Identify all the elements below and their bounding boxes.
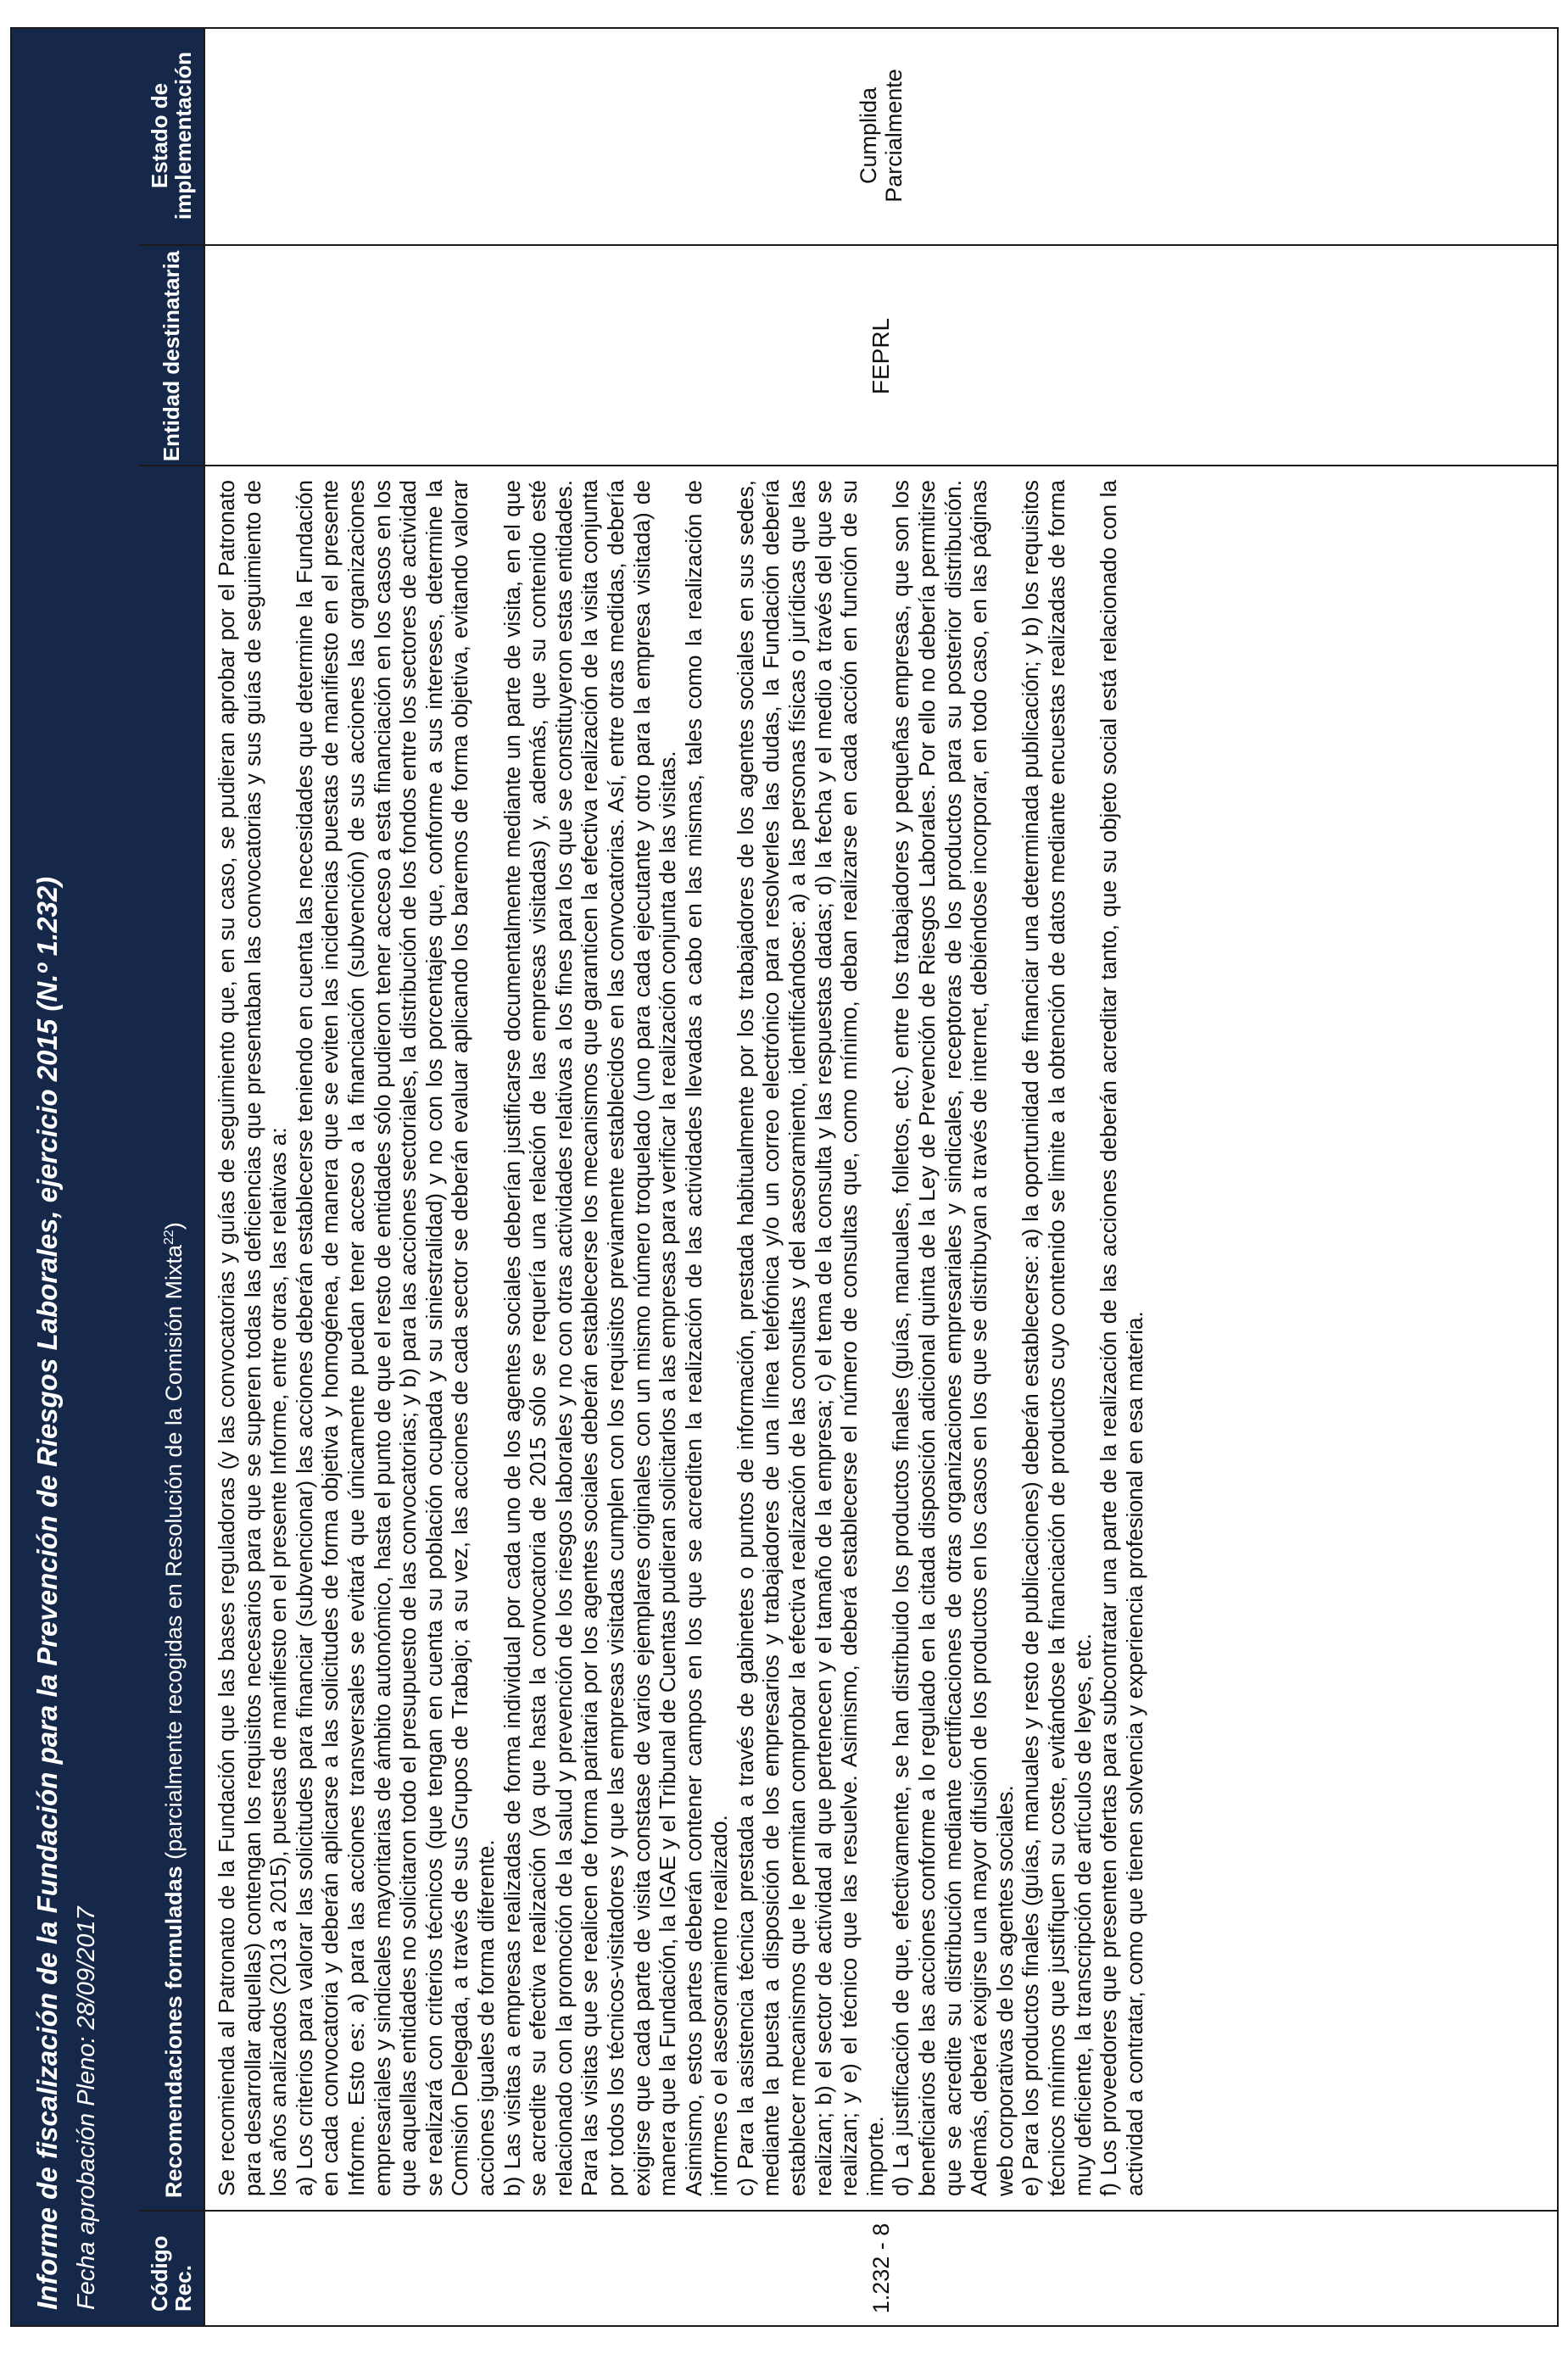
rec-paragraph-b-cont: Asimismo, estos partes deberán contener campos en los que se acrediten la realización de las actividades llevadas a cabo en las mismas, tales como la realización de informes o el asesoramiento realizado. — [680, 480, 733, 2196]
document-title: Informe de fiscalización de la Fundación para la Prevención de Riesgos Laborales, ejercicio 2015 (N.º 1.232) — [31, 876, 63, 2310]
header-recommendations-bold: Recomendaciones formuladas — [160, 1866, 187, 2198]
rec-paragraph-intro: Se recomienda al Patronato de la Fundación que las bases reguladoras (y las convocatorias y guías de seguimiento que, en su caso, se pudieran aprobar por el Patronato para desarrollar aquellas) contengan los requisitos necesarios para que se superen todas las deficiencias que presentaban las convocatorias y sus guías de seguimiento de los años analizados (2013 a 2015), puestas de manifiesto en el presente Informe, entre otras, las relativas a: — [214, 480, 292, 2196]
approval-date: Fecha aprobación Pleno: 28/09/2017 — [73, 1906, 100, 2310]
implementation-status: Cumplida Parcialmente — [856, 69, 907, 203]
header-status: Estado de implementación — [147, 52, 196, 220]
destination-entity: FEPRL — [868, 317, 894, 395]
document-header — [12, 29, 139, 2325]
recommendation-text — [205, 466, 1557, 2212]
footnote-ref: 22 — [161, 1230, 176, 1246]
rec-paragraph-d: d) La justificación de que, efectivamente, se han distribuido los productos finales (guías, manuales, folletos, etc.) entre los trabajadores y pequeñas empresas, que son los beneficiarios de las acciones conforme a lo regulado en la citada disposición adicional quinta de la Ley de Prevención de Riesgos Laborales. Por ello no debería permitirse que se acredite su distribución mediante certificaciones de otras organizaciones empresariales y sindicales, receptoras de los productos para su posterior distribución. Además, deberá exigirse una mayor difusión de los productos en los casos en los que se distribuyan a través de internet, debiéndose incorporar, en todo caso, en las páginas web corporativas de los agentes sociales. — [888, 480, 1018, 2196]
header-code: Código Rec. — [147, 2235, 196, 2312]
rec-paragraph-b: b) Las visitas a empresas realizadas de forma individual por cada uno de los agentes sociales deberían justificarse documentalmente mediante un parte de visita, en el que se acredite su efectiva realización (ya que hasta la convocatoria de 2015 sólo se requería una relación de las empresas visitadas) y, además, que su contenido esté relacionado con la promoción de la salud y prevención de los riesgos laborales y no con otras actividades relativas a los fines para los que se constituyeron estas entidades. Para las visitas que se realicen de forma paritaria por los agentes sociales deberán establecerse los mecanismos que garanticen la efectiva realización de la visita conjunta por todos los técnicos-visitadores y que las empresas visitadas cumplen con los requisitos previamente establecidos en las convocatorias. Así, entre otras medidas, debería exigirse que cada parte de visita constase de varios ejemplares originales con un mismo número troquelado (uno para cada ejecutante y otro para la empresa visitada) de manera que la Fundación, la IGAE y el Tribunal de Cuentas pudieran solicitarlos a las empresas para verificar la realización conjunta de las visitas. — [499, 480, 681, 2196]
recommendation-code: 1.232 - 8 — [868, 2223, 894, 2314]
rotated-page — [10, 27, 1559, 2327]
header-recommendations-close: ) — [160, 1222, 187, 1230]
rec-paragraph-f: f) Los proveedores que presenten ofertas para subcontratar una parte de la realización de las acciones deberán acreditar tanto, que su objeto social está relacionado con la actividad a contratar, como que tienen solvencia y experiencia profesional en esa materia. — [1096, 480, 1147, 2196]
table-header-row — [139, 29, 204, 2325]
header-recommendations-rest: (parcialmente recogidas en Resolución de la Comisión Mixta — [160, 1245, 187, 1866]
rec-paragraph-a: a) Los criterios para valorar las solicitudes para financiar (subvencionar) las acciones deberán establecerse teniendo en cuenta las necesidades que determine la Fundación en cada convocatoria y deberán aplicarse a las solicitudes de forma objetiva y homogénea, de manera que se eviten las incidencias puestas de manifiesto en el presente Informe. Esto es: a) para las acciones transversales se evitará que únicamente puedan tener acceso a la financiación (subvención) de sus acciones las organizaciones empresariales y sindicales mayoritarias de ámbito autonómico, hasta el punto de que el resto de entidades sólo pudieron tener acceso a esta financiación en los casos en los que aquellas entidades no solicitaron todo el presupuesto de las convocatorias; y b) para las acciones sectoriales, la distribución de los fondos entre los sectores de actividad se realizará con criterios técnicos (que tengan en cuenta su población ocupada y su siniestralidad) y no con los porcentajes que, conforme a sus intereses, determine la Comisión Delegada, a través de sus Grupos de Trabajo; a su vez, las acciones de cada sector se deberán evaluar aplicando los baremos de forma objetiva, evitando valorar acciones iguales de forma diferente. — [291, 480, 499, 2196]
rec-paragraph-c: c) Para la asistencia técnica prestada a través de gabinetes o puntos de información, prestada habitualmente por los trabajadores de los agentes sociales en sus sedes, mediante la puesta a disposición de los empresarios y trabajadores de una línea telefónica y/o un correo electrónico para resolverles las dudas, la Fundación debería establecer mecanismos que le permitan comprobar la efectiva realización de las consultas y del asesoramiento, identificándose: a) a las personas físicas o jurídicas que las realizan; b) el sector de actividad al que pertenecen y el tamaño de la empresa; c) el tema de la consulta y las respuestas dadas; d) la fecha y el medio a través del que se realizan; y e) el técnico que las resuelve. Asimismo, deberá establecerse el número de consultas que, como mínimo, deban realizarse en cada acción en función de su importe. — [732, 480, 888, 2196]
header-recommendations — [139, 466, 204, 2212]
header-entity: Entidad destinataria — [159, 250, 184, 462]
rec-paragraph-e: e) Para los productos finales (guías, manuales y resto de publicaciones) deberán establecerse: a) la oportunidad de financiar una determinada publicación; y b) los requisitos técnicos mínimos que justifiquen su coste, evitándose la financiación de productos cuyo contenido se limite a la obtención de datos mediante encuestas realizadas de forma muy deficiente, la transcripción de artículos de leyes, etc. — [1018, 480, 1096, 2196]
